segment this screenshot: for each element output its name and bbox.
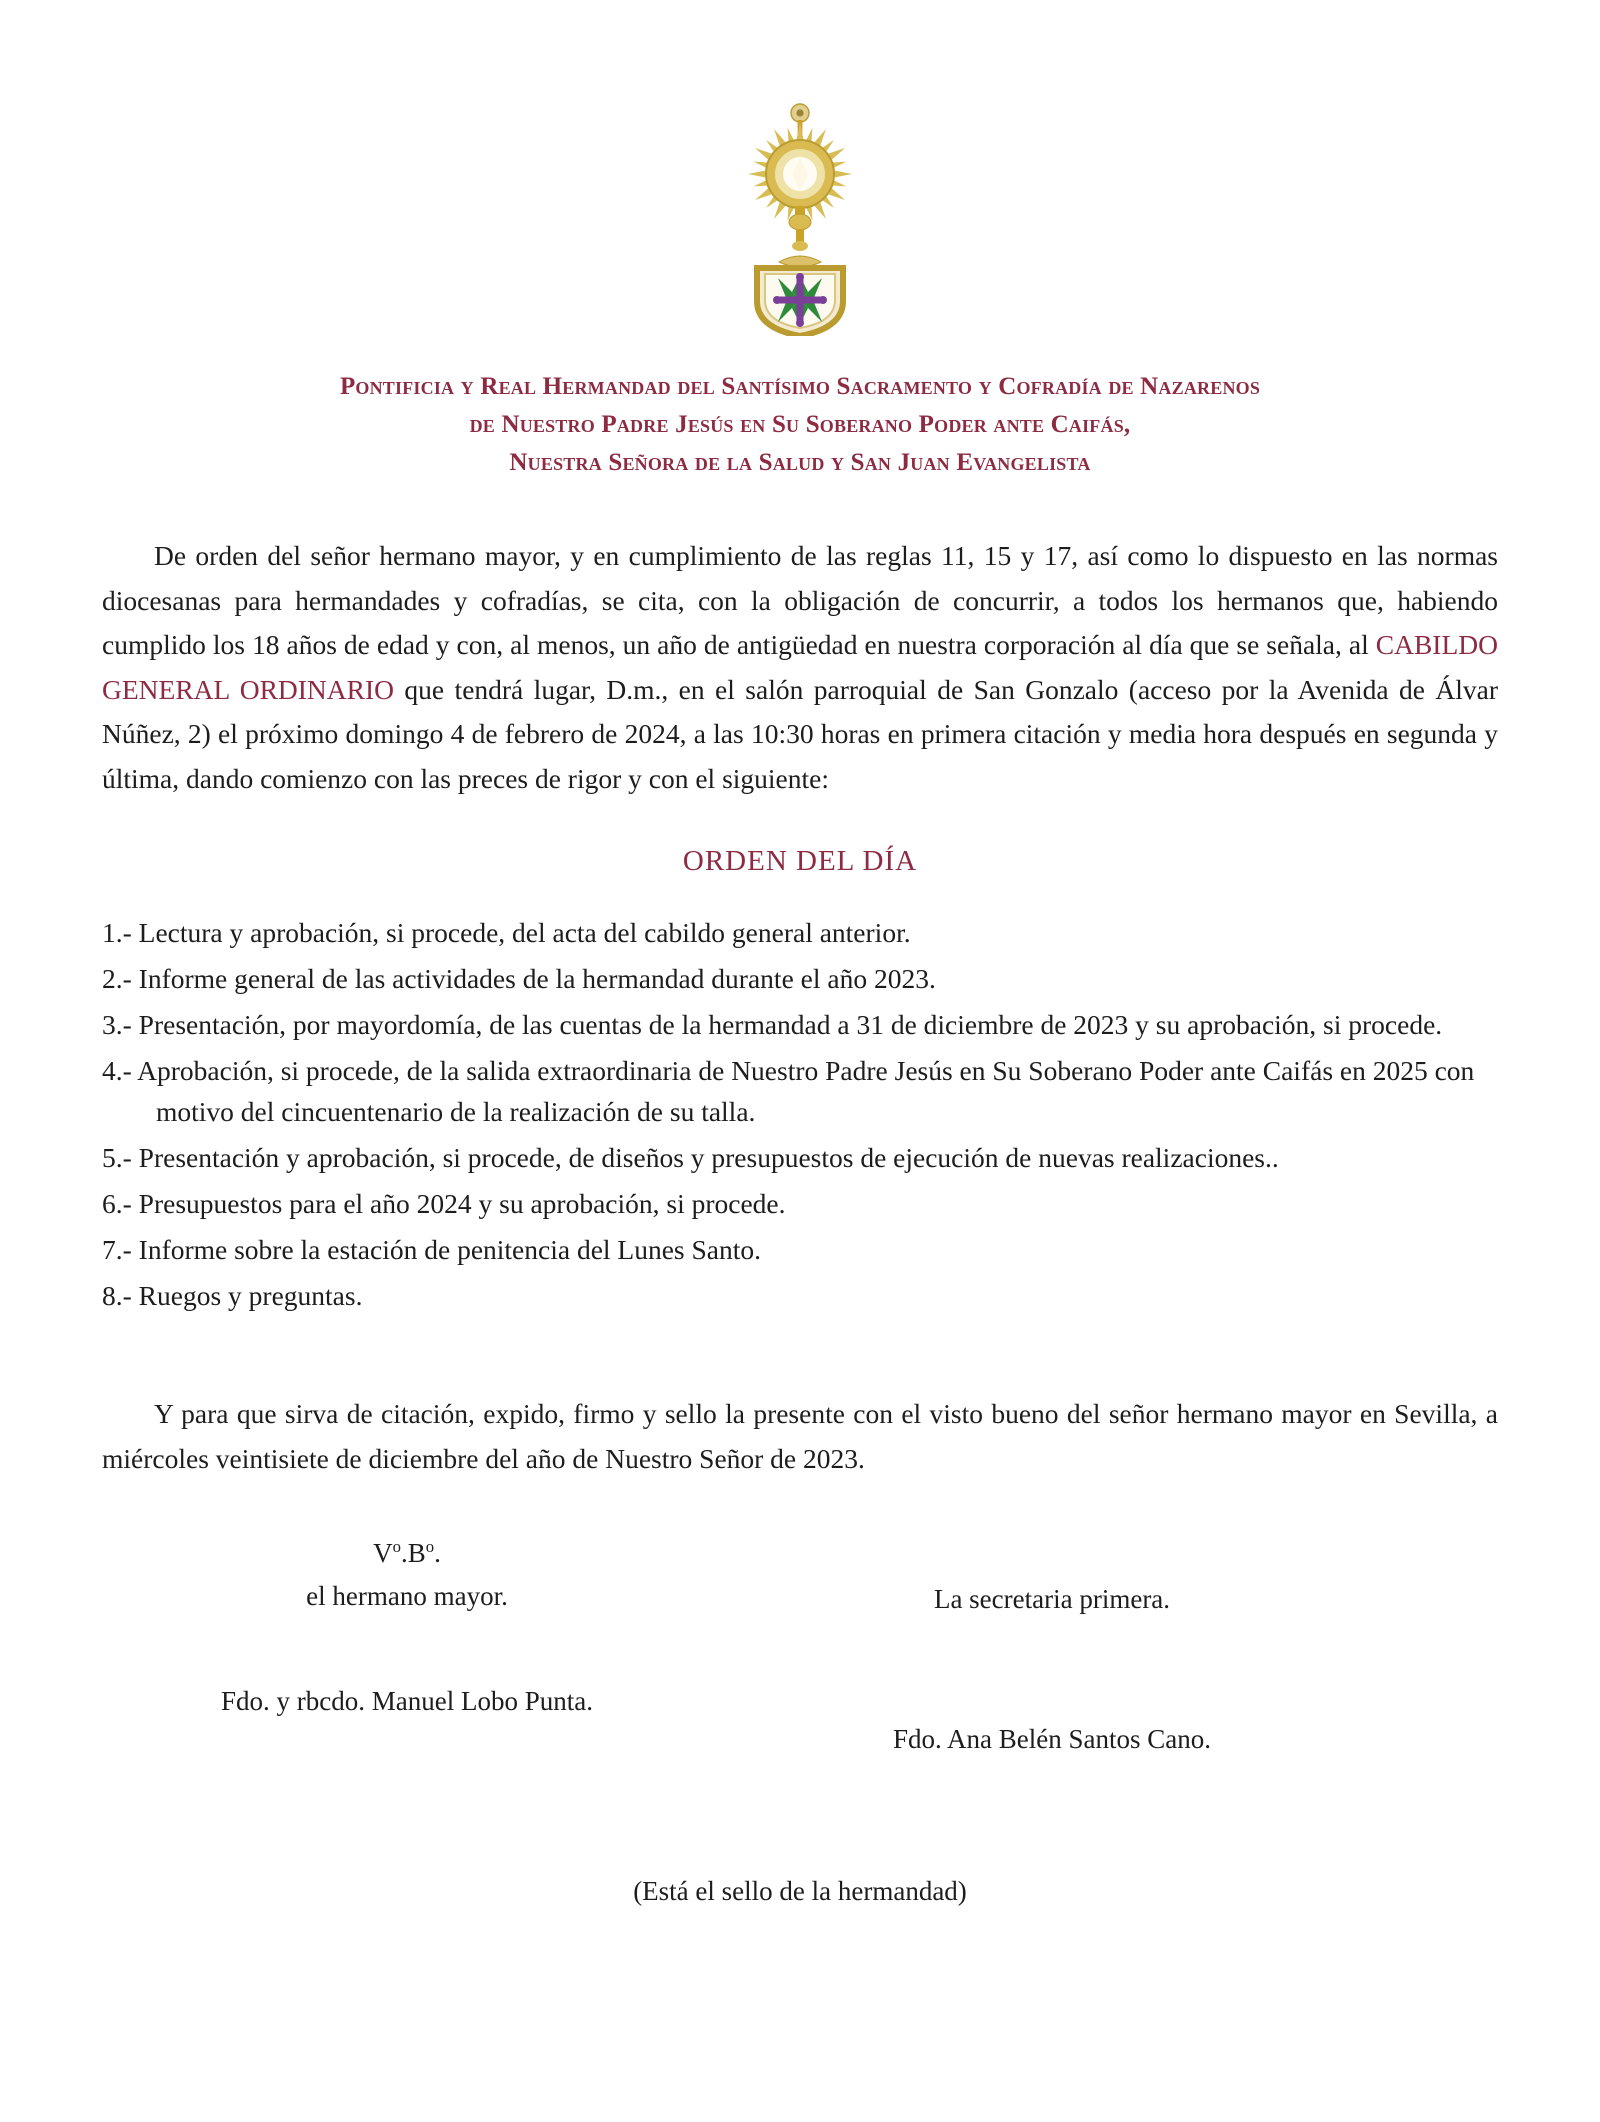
signature-block xyxy=(102,1536,1498,1754)
agenda-list xyxy=(102,912,1498,1316)
signature-left-name: Fdo. y rbcdo. Manuel Lobo Punta. xyxy=(221,1685,593,1716)
summons-paragraph xyxy=(102,534,1498,801)
heraldic-shield-icon xyxy=(757,268,843,336)
vobo-v: V xyxy=(373,1537,393,1568)
closing-paragraph: Y para que sirva de citación, expido, firmo y sello la presente con el visto bueno del señor hermano mayor en Sevilla, a miércoles veintisiete de diciembre del año de Nuestro Señor de 2023. xyxy=(102,1398,1498,1474)
agenda-item: 2.- Informe general de las actividades de la hermandad durante el año 2023. xyxy=(102,963,936,995)
signature-left-role: el hermano mayor. xyxy=(306,1580,508,1611)
summons-text-part-1: De orden del señor hermano mayor, y en cumplimiento de las reglas 11, 15 y 17, así como lo dispuesto en las normas diocesanas para hermandades y cofradías, se cita, con la obligación de concurrir, a todos los hermanos que, habiendo cumplido los 18 años de edad y con, al menos, un año de antigüedad en nuestra corporación al día que se señala, al xyxy=(102,540,1498,661)
heading-line-2: de Nuestro Padre Jesús en Su Soberano Poder ante Caifás, xyxy=(469,411,1131,438)
agenda-item: 4.- Aprobación, si procede, de la salida extraordinaria de Nuestro Padre Jesús en Su Soberano Poder ante Caifás en 2025 con motivo del cincuentenario de la realización de su talla. xyxy=(102,1054,1475,1128)
monstrance-and-shield-emblem xyxy=(695,96,905,336)
seal-note: (Está el sello de la hermandad) xyxy=(633,1875,967,1906)
agenda-item: 1.- Lectura y aprobación, si procede, del acta del cabildo general anterior. xyxy=(102,917,911,949)
heading-line-1: Pontificia y Real Hermandad del Santísimo Sacramento y Cofradía de Nazarenos xyxy=(339,373,1261,400)
vobo-sup-1: o xyxy=(392,1536,401,1556)
monstrance-host-icon xyxy=(766,140,834,208)
signature-right-name: Fdo. Ana Belén Santos Cano. xyxy=(893,1723,1211,1754)
signature-right-role: La secretaria primera. xyxy=(933,1583,1171,1614)
summons-text-part-2: que tendrá lugar, D.m., en el salón parroquial de San Gonzalo (acceso por la Avenida de Álvar Núñez, 2) el próximo domingo 4 de febrero de 2024, a las 10:30 horas en primera citación y media hora después en segunda y última, dando comienzo con las preces de rigor y con el siguiente: xyxy=(102,673,1499,794)
cabildo-highlight: CABILDO GENERAL ORDINARIO xyxy=(102,629,1498,705)
monstrance-stem-icon xyxy=(779,206,821,267)
signature-left-column xyxy=(242,1538,572,1612)
agenda-item: 7.- Informe sobre la estación de penitencia del Lunes Santo. xyxy=(102,1233,762,1265)
corporation-heading xyxy=(102,368,1498,482)
vobo-sup-2: o xyxy=(425,1536,435,1556)
agenda-item: 8.- Ruegos y preguntas. xyxy=(102,1279,363,1311)
agenda-title: ORDEN DEL DÍA xyxy=(682,845,918,878)
agenda-item: 3.- Presentación, por mayordomía, de las cuentas de la hermandad a 31 de diciembre de 2023 y su aprobación, si procede. xyxy=(102,1008,1443,1040)
agenda-item: 6.- Presupuestos para el año 2024 y su aprobación, si procede. xyxy=(102,1188,786,1220)
heading-line-3: Nuestra Señora de la Salud y San Juan Evangelista xyxy=(509,449,1091,476)
emblem-container xyxy=(102,0,1498,346)
vobo-dot: . xyxy=(434,1537,441,1568)
signature-right-column xyxy=(842,1584,1262,1615)
vobo-label xyxy=(242,1538,572,1569)
vobo-b: .B xyxy=(400,1537,426,1568)
agenda-item: 5.- Presentación y aprobación, si procede, de diseños y presupuestos de ejecución de nuevas realizaciones.. xyxy=(102,1142,1279,1174)
